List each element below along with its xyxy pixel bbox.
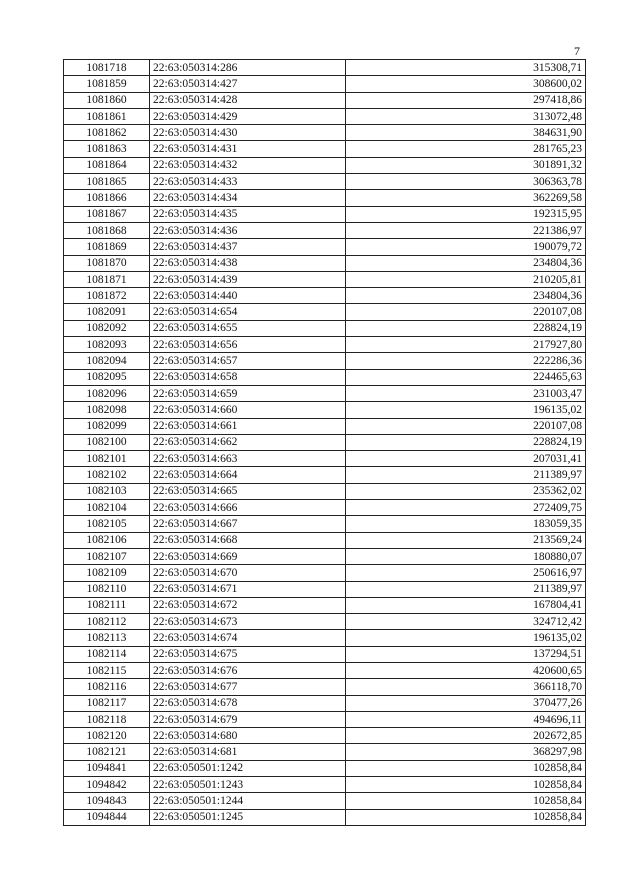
cadastral-number-cell: 22:63:050314:668 [150,532,346,548]
object-id-cell: 1082092 [64,320,150,336]
cadastral-value-cell: 180880,07 [346,548,586,564]
table-row [64,222,586,238]
object-id-cell: 1094843 [64,793,150,809]
object-id-cell: 1082112 [64,614,150,630]
table-row [64,500,586,516]
object-id-cell: 1082093 [64,337,150,353]
object-id-cell: 1081870 [64,255,150,271]
cadastral-value-cell: 102858,84 [346,777,586,793]
cadastral-number-cell: 22:63:050501:1243 [150,777,346,793]
cadastral-number-cell: 22:63:050314:677 [150,679,346,695]
cadastral-number-cell: 22:63:050314:680 [150,728,346,744]
cadastral-value-cell: 102858,84 [346,809,586,825]
cadastral-value-cell: 220107,08 [346,418,586,434]
cadastral-value-cell: 102858,84 [346,760,586,776]
cadastral-number-cell: 22:63:050314:659 [150,385,346,401]
cadastral-number-cell: 22:63:050314:437 [150,239,346,255]
table-row [64,744,586,760]
table-row [64,353,586,369]
cadastral-number-cell: 22:63:050314:654 [150,304,346,320]
object-id-cell: 1082101 [64,451,150,467]
object-id-cell: 1082121 [64,744,150,760]
object-id-cell: 1082105 [64,516,150,532]
cadastral-number-cell: 22:63:050314:674 [150,630,346,646]
cadastral-number-cell: 22:63:050314:434 [150,190,346,206]
cadastral-value-cell: 315308,71 [346,60,586,76]
table-row [64,793,586,809]
cadastral-value-cell: 362269,58 [346,190,586,206]
cadastral-number-cell: 22:63:050314:655 [150,320,346,336]
table-row [64,630,586,646]
table-row [64,467,586,483]
cadastral-value-cell: 370477,26 [346,695,586,711]
table-row [64,614,586,630]
cadastral-number-cell: 22:63:050314:669 [150,548,346,564]
table-row [64,548,586,564]
object-id-cell: 1081859 [64,76,150,92]
cadastral-value-cell: 272409,75 [346,500,586,516]
cadastral-value-cell: 301891,32 [346,157,586,173]
table-row [64,434,586,450]
cadastral-value-cell: 167804,41 [346,597,586,613]
cadastral-value-cell: 196135,02 [346,630,586,646]
object-id-cell: 1082115 [64,662,150,678]
cadastral-value-cell: 210205,81 [346,271,586,287]
cadastral-number-cell: 22:63:050314:663 [150,451,346,467]
cadastral-value-cell: 192315,95 [346,206,586,222]
cadastral-value-cell: 250616,97 [346,565,586,581]
table-row [64,711,586,727]
cadastral-value-cell: 420600,65 [346,662,586,678]
cadastral-value-cell: 217927,80 [346,337,586,353]
object-id-cell: 1082098 [64,402,150,418]
cadastral-value-cell: 234804,36 [346,288,586,304]
cadastral-number-cell: 22:63:050314:429 [150,108,346,124]
object-id-cell: 1082104 [64,500,150,516]
cadastral-value-cell: 196135,02 [346,402,586,418]
table-body [64,60,586,826]
cadastral-value-cell: 384631,90 [346,125,586,141]
table-row [64,581,586,597]
object-id-cell: 1081860 [64,92,150,108]
table-row [64,76,586,92]
cadastral-number-cell: 22:63:050314:671 [150,581,346,597]
cadastral-number-cell: 22:63:050314:664 [150,467,346,483]
cadastral-number-cell: 22:63:050314:676 [150,662,346,678]
table-row [64,483,586,499]
cadastral-number-cell: 22:63:050501:1245 [150,809,346,825]
object-id-cell: 1082110 [64,581,150,597]
cadastral-number-cell: 22:63:050314:658 [150,369,346,385]
table-row [64,532,586,548]
cadastral-value-cell: 313072,48 [346,108,586,124]
cadastral-number-cell: 22:63:050501:1244 [150,793,346,809]
table-row [64,646,586,662]
object-id-cell: 1082111 [64,597,150,613]
object-id-cell: 1081863 [64,141,150,157]
cadastral-value-cell: 220107,08 [346,304,586,320]
cadastral-number-cell: 22:63:050314:431 [150,141,346,157]
object-id-cell: 1081869 [64,239,150,255]
object-id-cell: 1082102 [64,467,150,483]
table-row [64,271,586,287]
cadastral-number-cell: 22:63:050314:427 [150,76,346,92]
cadastral-value-cell: 231003,47 [346,385,586,401]
cadastral-number-cell: 22:63:050314:435 [150,206,346,222]
cadastral-number-cell: 22:63:050314:678 [150,695,346,711]
cadastral-number-cell: 22:63:050314:661 [150,418,346,434]
table-row [64,760,586,776]
cadastral-number-cell: 22:63:050314:657 [150,353,346,369]
object-id-cell: 1094841 [64,760,150,776]
object-id-cell: 1082099 [64,418,150,434]
cadastral-number-cell: 22:63:050314:665 [150,483,346,499]
cadastral-value-cell: 297418,86 [346,92,586,108]
object-id-cell: 1081864 [64,157,150,173]
object-id-cell: 1081872 [64,288,150,304]
cadastral-value-cell: 324712,42 [346,614,586,630]
table-row [64,385,586,401]
cadastral-number-cell: 22:63:050314:660 [150,402,346,418]
table-row [64,516,586,532]
object-id-cell: 1082114 [64,646,150,662]
cadastral-value-cell: 221386,97 [346,222,586,238]
table-row [64,418,586,434]
object-id-cell: 1081867 [64,206,150,222]
cadastral-number-cell: 22:63:050314:432 [150,157,346,173]
object-id-cell: 1081718 [64,60,150,76]
object-id-cell: 1082120 [64,728,150,744]
table-row [64,304,586,320]
object-id-cell: 1082117 [64,695,150,711]
table-row [64,108,586,124]
cadastral-number-cell: 22:63:050314:681 [150,744,346,760]
table-row [64,174,586,190]
cadastral-number-cell: 22:63:050314:656 [150,337,346,353]
object-id-cell: 1082106 [64,532,150,548]
page-number: 7 [574,44,580,58]
table-row [64,206,586,222]
table-row [64,728,586,744]
object-id-cell: 1081866 [64,190,150,206]
table-row [64,369,586,385]
object-id-cell: 1082118 [64,711,150,727]
cadastral-number-cell: 22:63:050314:440 [150,288,346,304]
table-row [64,320,586,336]
cadastral-number-cell: 22:63:050314:662 [150,434,346,450]
table-row [64,695,586,711]
cadastral-number-cell: 22:63:050314:666 [150,500,346,516]
cadastral-value-cell: 306363,78 [346,174,586,190]
table-row [64,777,586,793]
table-row [64,402,586,418]
cadastral-value-cell: 202672,85 [346,728,586,744]
table-row [64,288,586,304]
table-row [64,451,586,467]
cadastral-number-cell: 22:63:050314:439 [150,271,346,287]
table-row [64,60,586,76]
cadastral-number-cell: 22:63:050314:679 [150,711,346,727]
cadastral-value-table [63,59,586,826]
table-row [64,809,586,825]
cadastral-number-cell: 22:63:050314:430 [150,125,346,141]
cadastral-value-cell: 228824,19 [346,320,586,336]
cadastral-value-cell: 213569,24 [346,532,586,548]
object-id-cell: 1094842 [64,777,150,793]
cadastral-value-cell: 222286,36 [346,353,586,369]
cadastral-value-cell: 190079,72 [346,239,586,255]
cadastral-value-cell: 281765,23 [346,141,586,157]
cadastral-number-cell: 22:63:050501:1242 [150,760,346,776]
object-id-cell: 1082116 [64,679,150,695]
object-id-cell: 1082100 [64,434,150,450]
cadastral-value-cell: 228824,19 [346,434,586,450]
table-row [64,679,586,695]
cadastral-value-cell: 207031,41 [346,451,586,467]
table-row [64,92,586,108]
cadastral-value-cell: 308600,02 [346,76,586,92]
table-row [64,337,586,353]
cadastral-value-cell: 366118,70 [346,679,586,695]
object-id-cell: 1082103 [64,483,150,499]
cadastral-value-cell: 211389,97 [346,467,586,483]
table-row [64,565,586,581]
table-row [64,141,586,157]
cadastral-number-cell: 22:63:050314:436 [150,222,346,238]
cadastral-value-cell: 235362,02 [346,483,586,499]
table-row [64,190,586,206]
cadastral-value-cell: 211389,97 [346,581,586,597]
object-id-cell: 1081868 [64,222,150,238]
object-id-cell: 1082113 [64,630,150,646]
cadastral-value-cell: 494696,11 [346,711,586,727]
cadastral-number-cell: 22:63:050314:667 [150,516,346,532]
table-row [64,125,586,141]
object-id-cell: 1081862 [64,125,150,141]
cadastral-number-cell: 22:63:050314:433 [150,174,346,190]
object-id-cell: 1082094 [64,353,150,369]
cadastral-number-cell: 22:63:050314:675 [150,646,346,662]
table-row [64,662,586,678]
cadastral-number-cell: 22:63:050314:673 [150,614,346,630]
cadastral-value-cell: 234804,36 [346,255,586,271]
cadastral-value-cell: 137294,51 [346,646,586,662]
object-id-cell: 1094844 [64,809,150,825]
table-row [64,255,586,271]
cadastral-number-cell: 22:63:050314:670 [150,565,346,581]
cadastral-value-cell: 102858,84 [346,793,586,809]
object-id-cell: 1082107 [64,548,150,564]
object-id-cell: 1081865 [64,174,150,190]
cadastral-number-cell: 22:63:050314:428 [150,92,346,108]
cadastral-value-cell: 224465,63 [346,369,586,385]
cadastral-number-cell: 22:63:050314:438 [150,255,346,271]
cadastral-number-cell: 22:63:050314:286 [150,60,346,76]
object-id-cell: 1082091 [64,304,150,320]
object-id-cell: 1082095 [64,369,150,385]
object-id-cell: 1081861 [64,108,150,124]
table-row [64,239,586,255]
object-id-cell: 1081871 [64,271,150,287]
cadastral-value-cell: 368297,98 [346,744,586,760]
cadastral-number-cell: 22:63:050314:672 [150,597,346,613]
table-row [64,597,586,613]
object-id-cell: 1082096 [64,385,150,401]
object-id-cell: 1082109 [64,565,150,581]
cadastral-value-cell: 183059,35 [346,516,586,532]
table-row [64,157,586,173]
